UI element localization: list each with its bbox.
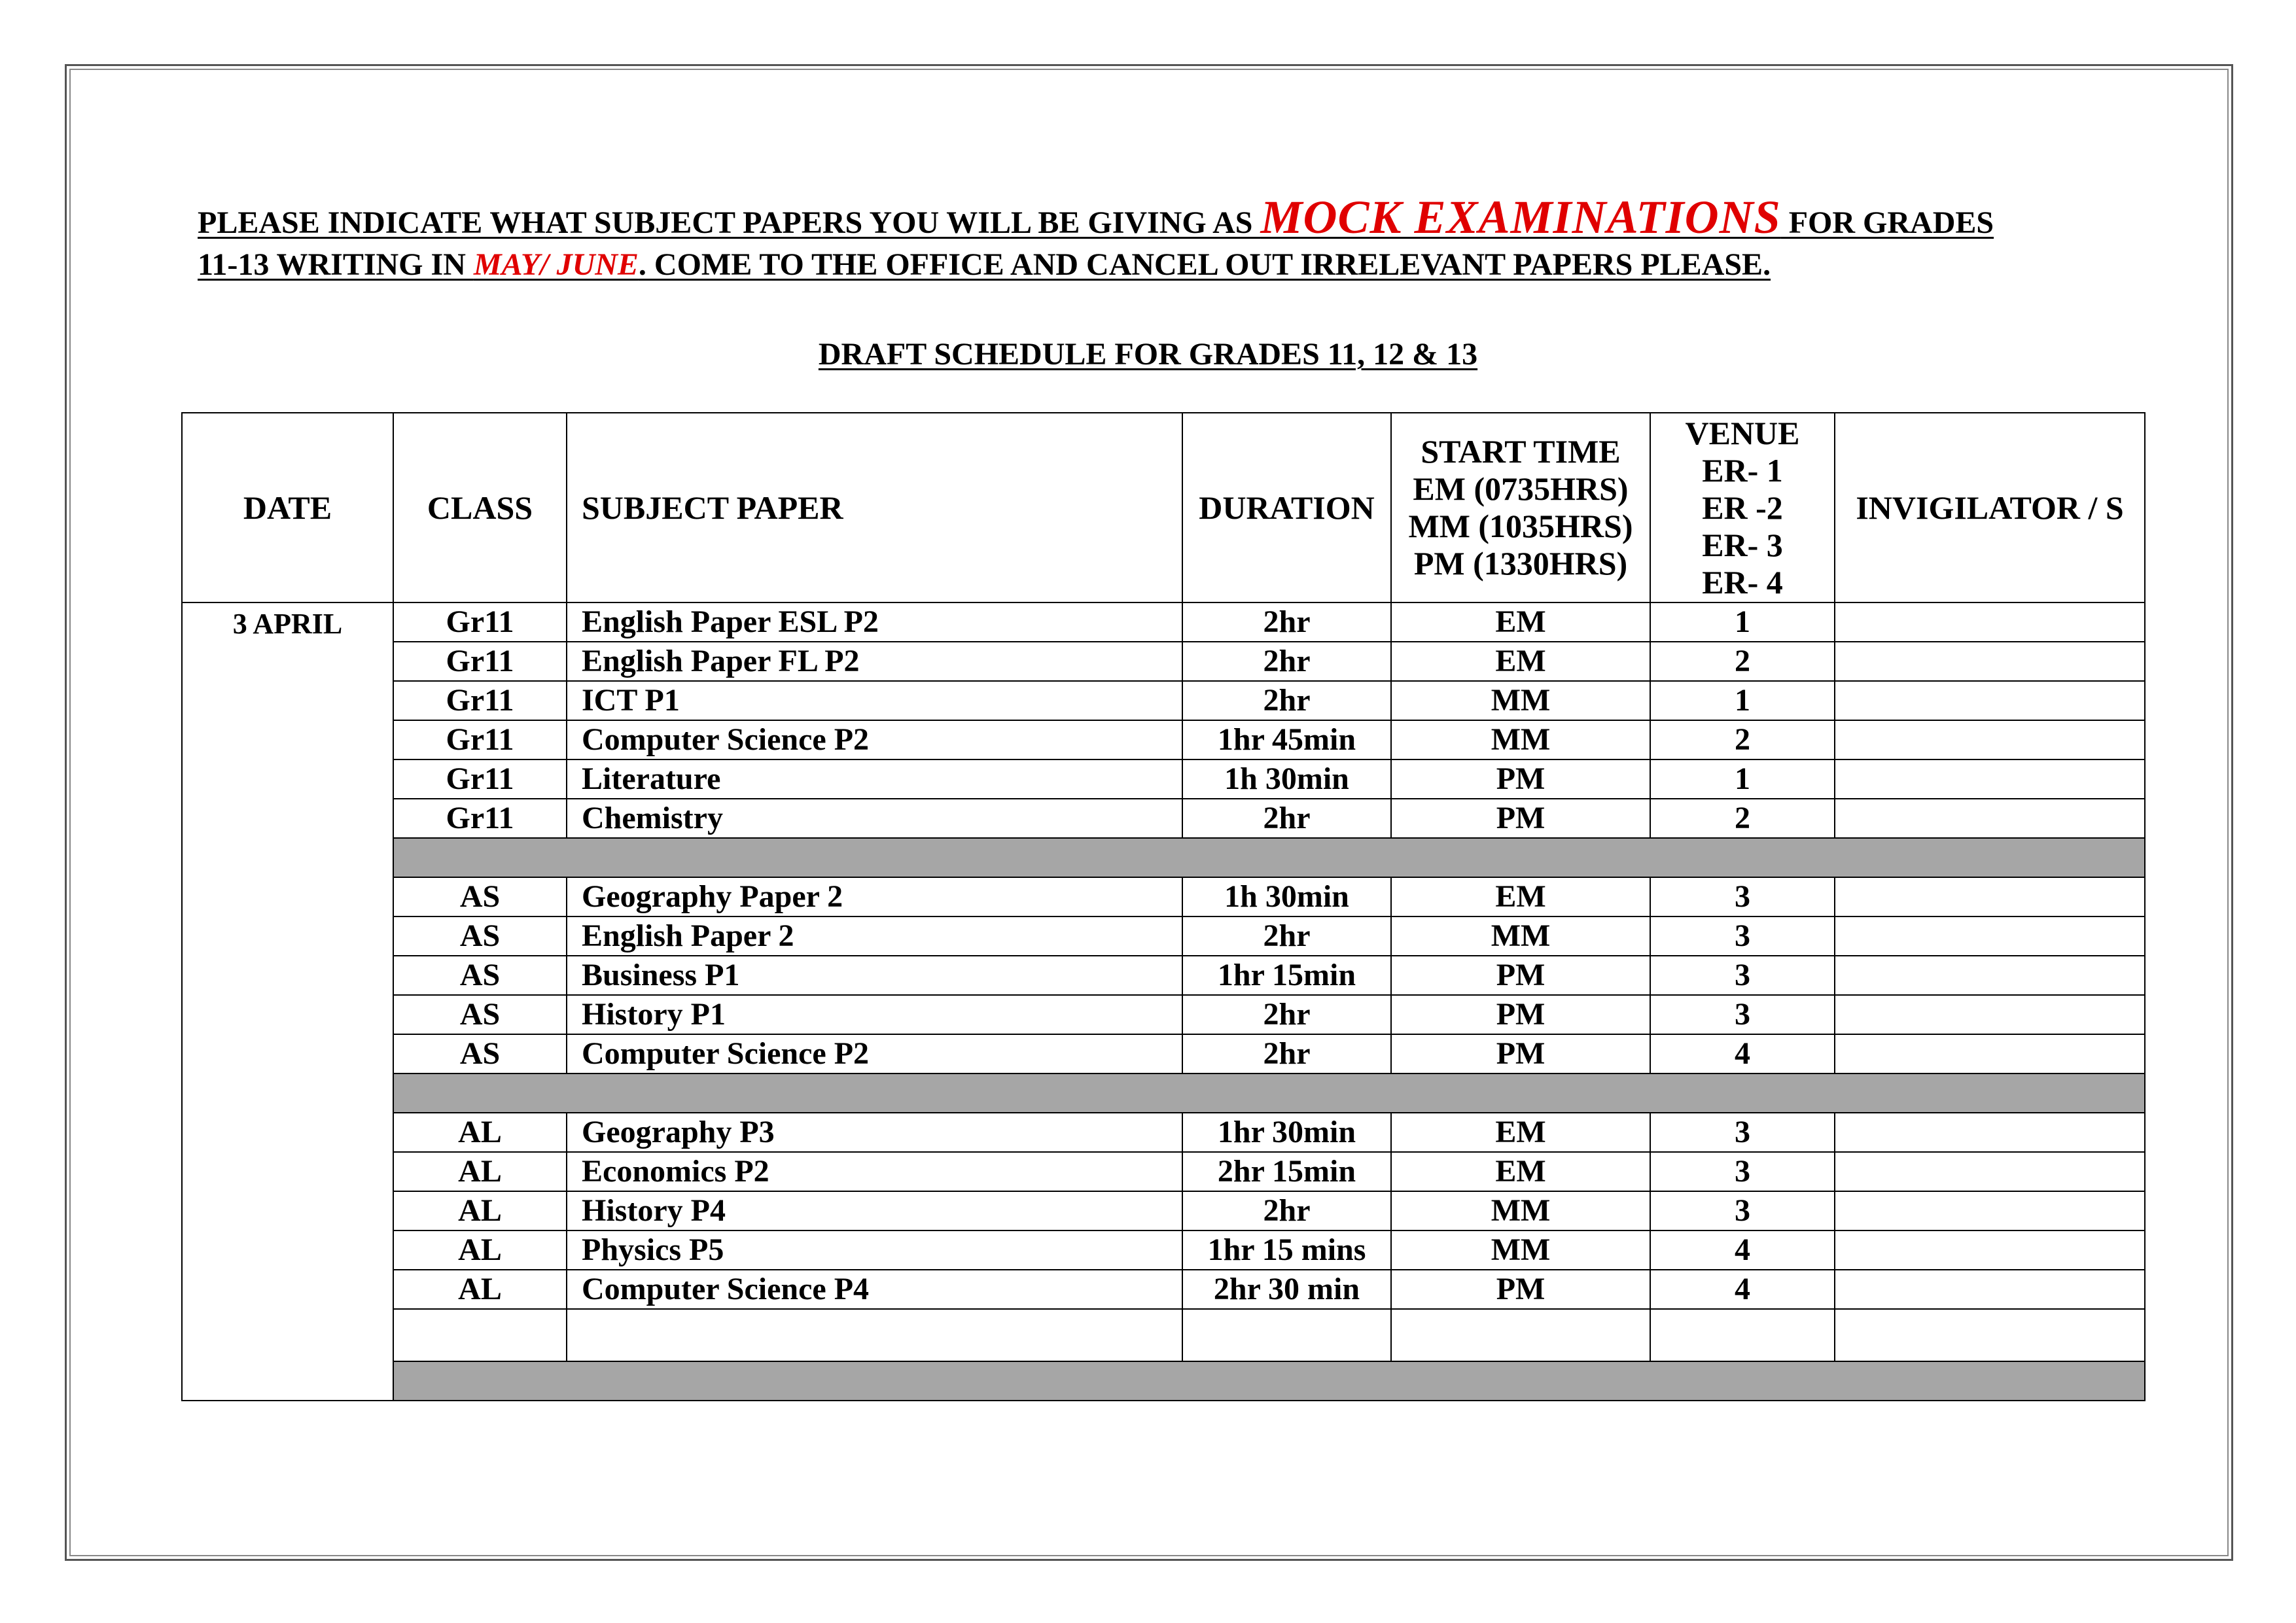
- table-row: [182, 1191, 2145, 1230]
- start-time-cell: EM: [1391, 602, 1650, 642]
- table-row: [182, 681, 2145, 720]
- invigilator-cell[interactable]: [1835, 877, 2145, 916]
- start-time-cell: EM: [1391, 1113, 1650, 1152]
- group-separator-row: [182, 838, 2145, 877]
- venue-cell: 4: [1650, 1034, 1835, 1073]
- group-separator: [393, 1361, 2145, 1401]
- subject-cell: Computer Science P2: [567, 720, 1182, 759]
- subject-cell: English Paper ESL P2: [567, 602, 1182, 642]
- venue-cell: 3: [1650, 916, 1835, 956]
- venue-cell: 3: [1650, 877, 1835, 916]
- header-venue-line: VENUE: [1685, 414, 1800, 451]
- venue-cell: 3: [1650, 1113, 1835, 1152]
- group-separator: [393, 838, 2145, 877]
- invigilator-cell[interactable]: [1835, 681, 2145, 720]
- venue-cell: 2: [1650, 720, 1835, 759]
- subject-cell: Geography P3: [567, 1113, 1182, 1152]
- duration-cell: 1hr 15 mins: [1182, 1230, 1391, 1270]
- duration-cell: 2hr: [1182, 1191, 1391, 1230]
- date-cell: 3 APRIL: [182, 602, 393, 1401]
- subject-cell: Physics P5: [567, 1230, 1182, 1270]
- venue-cell: 4: [1650, 1270, 1835, 1309]
- class-cell: AS: [393, 916, 567, 956]
- header-subject-paper: SUBJECT PAPER: [567, 413, 1182, 602]
- header-start-time-line: PM (1330HRS): [1413, 545, 1628, 582]
- subject-cell: History P1: [567, 995, 1182, 1034]
- class-cell: AS: [393, 1034, 567, 1073]
- venue-cell: 2: [1650, 642, 1835, 681]
- class-cell: AL: [393, 1230, 567, 1270]
- duration-cell: 2hr: [1182, 799, 1391, 838]
- subject-cell: Chemistry: [567, 799, 1182, 838]
- subject-cell: Computer Science P2: [567, 1034, 1182, 1073]
- table-header-row: [182, 413, 2145, 602]
- table-row: [182, 1270, 2145, 1309]
- venue-cell: 3: [1650, 995, 1835, 1034]
- class-cell: AS: [393, 995, 567, 1034]
- duration-cell: 1h 30min: [1182, 877, 1391, 916]
- subject-cell: History P4: [567, 1191, 1182, 1230]
- venue-cell[interactable]: [1650, 1309, 1835, 1361]
- duration-cell: 2hr: [1182, 602, 1391, 642]
- table-row: [182, 1113, 2145, 1152]
- start-time-cell: PM: [1391, 995, 1650, 1034]
- invigilator-cell[interactable]: [1835, 995, 2145, 1034]
- start-time-cell: PM: [1391, 799, 1650, 838]
- invigilator-cell[interactable]: [1835, 720, 2145, 759]
- table-row: [182, 720, 2145, 759]
- group-separator-row: [182, 1073, 2145, 1113]
- invigilator-cell[interactable]: [1835, 1309, 2145, 1361]
- invigilator-cell[interactable]: [1835, 1230, 2145, 1270]
- class-cell: Gr11: [393, 642, 567, 681]
- header-venue: [1650, 413, 1835, 602]
- class-cell: Gr11: [393, 799, 567, 838]
- class-cell: AL: [393, 1113, 567, 1152]
- invigilator-cell[interactable]: [1835, 1191, 2145, 1230]
- class-cell: Gr11: [393, 720, 567, 759]
- subject-cell: Geography Paper 2: [567, 877, 1182, 916]
- start-time-cell: PM: [1391, 956, 1650, 995]
- duration-cell: 2hr: [1182, 681, 1391, 720]
- venue-cell: 1: [1650, 759, 1835, 799]
- duration-cell: 1hr 30min: [1182, 1113, 1391, 1152]
- class-cell: AL: [393, 1152, 567, 1191]
- venue-cell: 1: [1650, 602, 1835, 642]
- invigilator-cell[interactable]: [1835, 1113, 2145, 1152]
- duration-cell: 2hr 15min: [1182, 1152, 1391, 1191]
- subject-cell: ICT P1: [567, 681, 1182, 720]
- header-venue-line: ER- 3: [1702, 526, 1783, 563]
- header-start-time-line: START TIME: [1421, 433, 1621, 470]
- invigilator-cell[interactable]: [1835, 799, 2145, 838]
- header-start-time: [1391, 413, 1650, 602]
- invigilator-cell[interactable]: [1835, 956, 2145, 995]
- invigilator-cell[interactable]: [1835, 642, 2145, 681]
- notice-text: [198, 191, 2128, 286]
- class-cell: Gr11: [393, 602, 567, 642]
- duration-cell: 1h 30min: [1182, 759, 1391, 799]
- duration-cell: 1hr 45min: [1182, 720, 1391, 759]
- start-time-cell: MM: [1391, 681, 1650, 720]
- subject-cell: Economics P2: [567, 1152, 1182, 1191]
- invigilator-cell[interactable]: [1835, 916, 2145, 956]
- start-time-cell: MM: [1391, 916, 1650, 956]
- subject-cell: English Paper 2: [567, 916, 1182, 956]
- table-row: [182, 1034, 2145, 1073]
- duration-cell: 2hr: [1182, 916, 1391, 956]
- start-time-cell: MM: [1391, 1230, 1650, 1270]
- header-duration: DURATION: [1182, 413, 1391, 602]
- table-row: [182, 995, 2145, 1034]
- duration-cell: 1hr 15min: [1182, 956, 1391, 995]
- subject-cell[interactable]: [567, 1309, 1182, 1361]
- duration-cell: 2hr: [1182, 995, 1391, 1034]
- header-venue-line: ER -2: [1702, 489, 1783, 526]
- notice-line-1-end: FOR GRADES: [1780, 205, 1994, 240]
- class-cell[interactable]: [393, 1309, 567, 1361]
- notice-line-2-start: 11-13 WRITING IN: [198, 247, 474, 282]
- invigilator-cell[interactable]: [1835, 1152, 2145, 1191]
- subject-cell: English Paper FL P2: [567, 642, 1182, 681]
- venue-cell: 4: [1650, 1230, 1835, 1270]
- start-time-cell: EM: [1391, 877, 1650, 916]
- table-row: [182, 956, 2145, 995]
- venue-cell: 2: [1650, 799, 1835, 838]
- class-cell: AL: [393, 1191, 567, 1230]
- duration-cell: 2hr: [1182, 1034, 1391, 1073]
- class-cell: Gr11: [393, 681, 567, 720]
- exam-schedule-table: [181, 412, 2146, 1401]
- draft-schedule-title: DRAFT SCHEDULE FOR GRADES 11, 12 & 13: [818, 337, 1478, 372]
- start-time-cell[interactable]: [1391, 1309, 1650, 1361]
- notice-line-1: [198, 191, 2128, 244]
- subject-cell: Business P1: [567, 956, 1182, 995]
- notice-highlight-mock-examinations: MOCK EXAMINATIONS: [1260, 191, 1781, 243]
- group-separator-row: [182, 1361, 2145, 1401]
- duration-cell[interactable]: [1182, 1309, 1391, 1361]
- invigilator-cell[interactable]: [1835, 759, 2145, 799]
- venue-cell: 3: [1650, 1152, 1835, 1191]
- notice-line-1-start: PLEASE INDICATE WHAT SUBJECT PAPERS YOU WILL BE GIVING AS: [198, 205, 1261, 240]
- header-date: DATE: [182, 413, 393, 602]
- start-time-cell: MM: [1391, 1191, 1650, 1230]
- subject-cell: Literature: [567, 759, 1182, 799]
- table-row: [182, 759, 2145, 799]
- blank-row: [182, 1309, 2145, 1361]
- venue-cell: 3: [1650, 956, 1835, 995]
- table-row: [182, 916, 2145, 956]
- venue-cell: 1: [1650, 681, 1835, 720]
- invigilator-cell[interactable]: [1835, 602, 2145, 642]
- notice-highlight-may-june: MAY/ JUNE: [473, 247, 639, 282]
- start-time-cell: PM: [1391, 1034, 1650, 1073]
- venue-cell: 3: [1650, 1191, 1835, 1230]
- table-row: [182, 799, 2145, 838]
- class-cell: AS: [393, 956, 567, 995]
- table-row: [182, 642, 2145, 681]
- class-cell: Gr11: [393, 759, 567, 799]
- table-row: [182, 602, 2145, 642]
- header-class: CLASS: [393, 413, 567, 602]
- start-time-cell: EM: [1391, 1152, 1650, 1191]
- header-venue-line: ER- 1: [1702, 451, 1783, 489]
- header-invigilators: INVIGILATOR / S: [1835, 413, 2145, 602]
- class-cell: AS: [393, 877, 567, 916]
- table-row: [182, 1230, 2145, 1270]
- header-start-time-line: EM (0735HRS): [1413, 470, 1629, 507]
- start-time-cell: PM: [1391, 759, 1650, 799]
- start-time-cell: MM: [1391, 720, 1650, 759]
- invigilator-cell[interactable]: [1835, 1034, 2145, 1073]
- duration-cell: 2hr 30 min: [1182, 1270, 1391, 1309]
- table-row: [182, 877, 2145, 916]
- group-separator: [393, 1073, 2145, 1113]
- duration-cell: 2hr: [1182, 642, 1391, 681]
- class-cell: AL: [393, 1270, 567, 1309]
- start-time-cell: EM: [1391, 642, 1650, 681]
- start-time-cell: PM: [1391, 1270, 1650, 1309]
- header-venue-line: ER- 4: [1702, 563, 1783, 601]
- notice-line-2-end: . COME TO THE OFFICE AND CANCEL OUT IRRELEVANT PAPERS PLEASE.: [638, 247, 1771, 282]
- header-start-time-line: MM (1035HRS): [1408, 508, 1633, 544]
- subject-cell: Computer Science P4: [567, 1270, 1182, 1309]
- notice-line-2: [198, 244, 2128, 286]
- invigilator-cell[interactable]: [1835, 1270, 2145, 1309]
- table-row: [182, 1152, 2145, 1191]
